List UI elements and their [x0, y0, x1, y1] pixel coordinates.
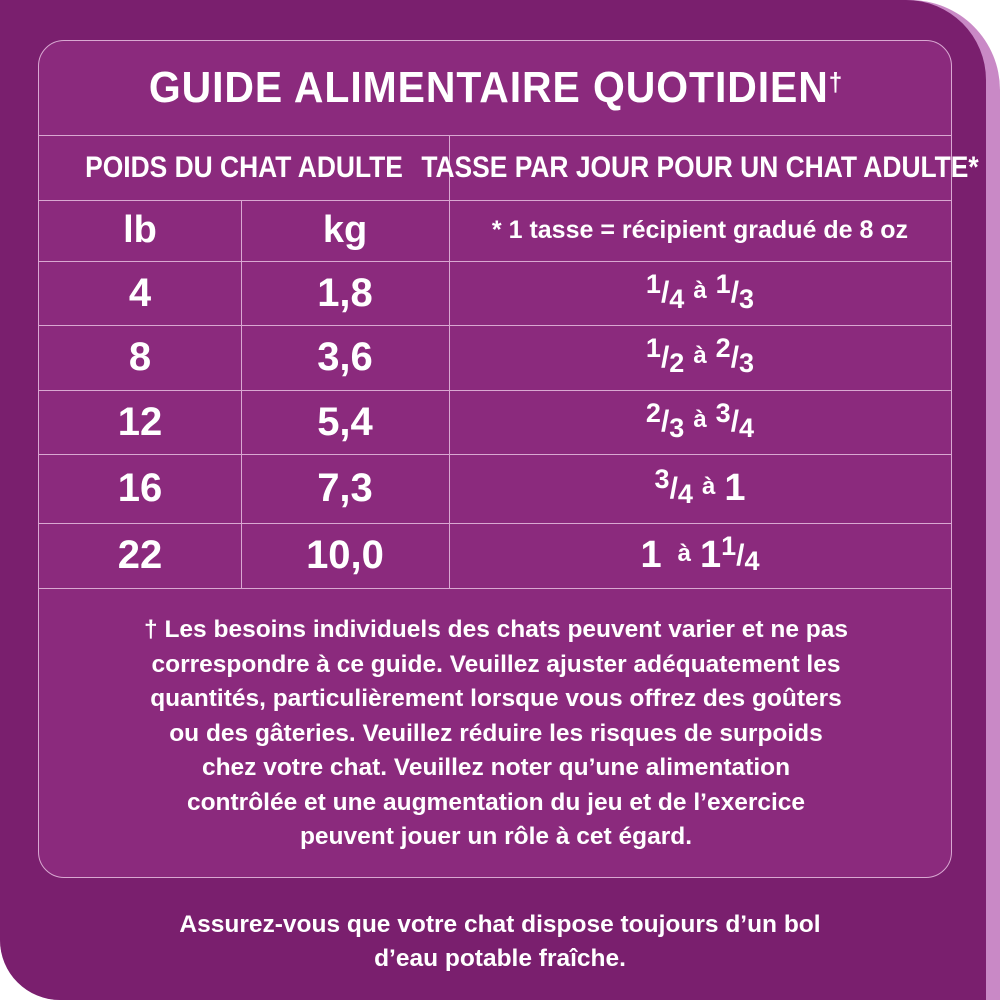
- table-cell-cups: [449, 390, 951, 454]
- cups-from-numerator: 1: [645, 333, 661, 363]
- cups-to-whole: 1: [724, 467, 746, 509]
- cups-to-numerator: 3: [715, 397, 731, 428]
- table-cell-kg: 5,4: [317, 399, 373, 444]
- table-cell-cups: [449, 523, 951, 588]
- cups-to-denominator: 3: [739, 283, 755, 314]
- header-cups: TASSE PAR JOUR POUR UN CHAT ADULTE*: [421, 150, 979, 184]
- table-cell-lb: 8: [128, 335, 152, 379]
- cups-separator: à: [693, 341, 707, 369]
- cups-from-denominator: 2: [669, 348, 685, 378]
- table-cell-cups: [449, 261, 951, 325]
- table-cell-cups: [449, 325, 951, 390]
- cups-to-numerator: 1: [715, 268, 731, 299]
- cups-from-denominator: 4: [669, 283, 685, 314]
- fraction-slash: /: [730, 276, 740, 309]
- title-dagger: †: [828, 66, 844, 97]
- footnote-line: peuvent jouer un rôle à cet égard.: [299, 823, 693, 850]
- page-title: [71, 41, 921, 135]
- fraction-slash: /: [660, 405, 670, 438]
- table-cell-kg: 7,3: [317, 466, 373, 510]
- cups-separator: à: [693, 406, 707, 433]
- fraction-slash: /: [730, 405, 740, 438]
- unit-lb: lb: [123, 209, 157, 251]
- footnote-line: contrôlée et une augmentation du jeu et de l’exercice: [186, 788, 806, 816]
- footnote-line: † Les besoins individuels des chats peuvent varier et ne pas: [144, 616, 848, 643]
- footnote-line: correspondre à ce guide. Veuillez ajuster adéquatement les: [151, 650, 841, 678]
- rule-table-bottom: [39, 588, 951, 589]
- water-note: [80, 908, 920, 976]
- feeding-guide-card: [38, 40, 979, 878]
- cups-separator: à: [677, 539, 691, 567]
- fraction-slash: /: [669, 471, 678, 505]
- water-note-line: Assurez-vous que votre chat dispose toujours d’un bol: [179, 911, 821, 938]
- cups-to-denominator: 4: [744, 546, 760, 576]
- table-cell-kg: 10,0: [306, 533, 384, 577]
- cup-note: * 1 tasse = récipient gradué de 8 oz: [491, 216, 909, 244]
- table-cell-lb: 22: [117, 533, 163, 577]
- cups-from-denominator: 4: [677, 479, 693, 509]
- cups-from-denominator: 3: [669, 412, 685, 443]
- cups-to-denominator: 4: [739, 412, 755, 443]
- fraction-slash: /: [736, 538, 745, 572]
- table-cell-kg: 3,6: [317, 335, 373, 379]
- fraction-slash: /: [730, 340, 740, 374]
- table-cell-lb: 12: [117, 399, 163, 444]
- cups-from-numerator: 1: [645, 268, 661, 299]
- cups-separator: à: [701, 472, 716, 500]
- cups-from-numerator: 2: [645, 397, 661, 428]
- cups-to-denominator: 3: [739, 348, 755, 378]
- table-cell-cups: [449, 454, 951, 523]
- header-weight: POIDS DU CHAT ADULTE: [85, 150, 403, 184]
- footnote: [99, 613, 893, 855]
- footnote-line: chez votre chat. Veuillez noter qu’une alimentation: [201, 754, 791, 781]
- cups-from-whole: 1: [640, 534, 662, 576]
- fraction-slash: /: [660, 340, 670, 374]
- unit-kg: kg: [322, 209, 368, 251]
- table-cell-kg: 1,8: [317, 270, 373, 315]
- table-cell-lb: 16: [117, 466, 163, 510]
- fraction-slash: /: [660, 276, 670, 309]
- footnote-line: quantités, particulièrement lorsque vous offrez des goûters: [150, 685, 842, 712]
- cups-to-numerator: 1: [721, 531, 737, 561]
- table-cell-lb: 4: [128, 270, 152, 315]
- water-note-line: d’eau potable fraîche.: [374, 945, 626, 972]
- footnote-line: ou des gâteries. Veuillez réduire les risques de surpoids: [169, 719, 823, 747]
- title-text: GUIDE ALIMENTAIRE QUOTIDIEN: [148, 63, 829, 112]
- cups-separator: à: [693, 277, 707, 304]
- cups-to-numerator: 2: [715, 333, 731, 363]
- cups-to-whole: 1: [699, 534, 722, 576]
- cups-from-numerator: 3: [654, 464, 670, 494]
